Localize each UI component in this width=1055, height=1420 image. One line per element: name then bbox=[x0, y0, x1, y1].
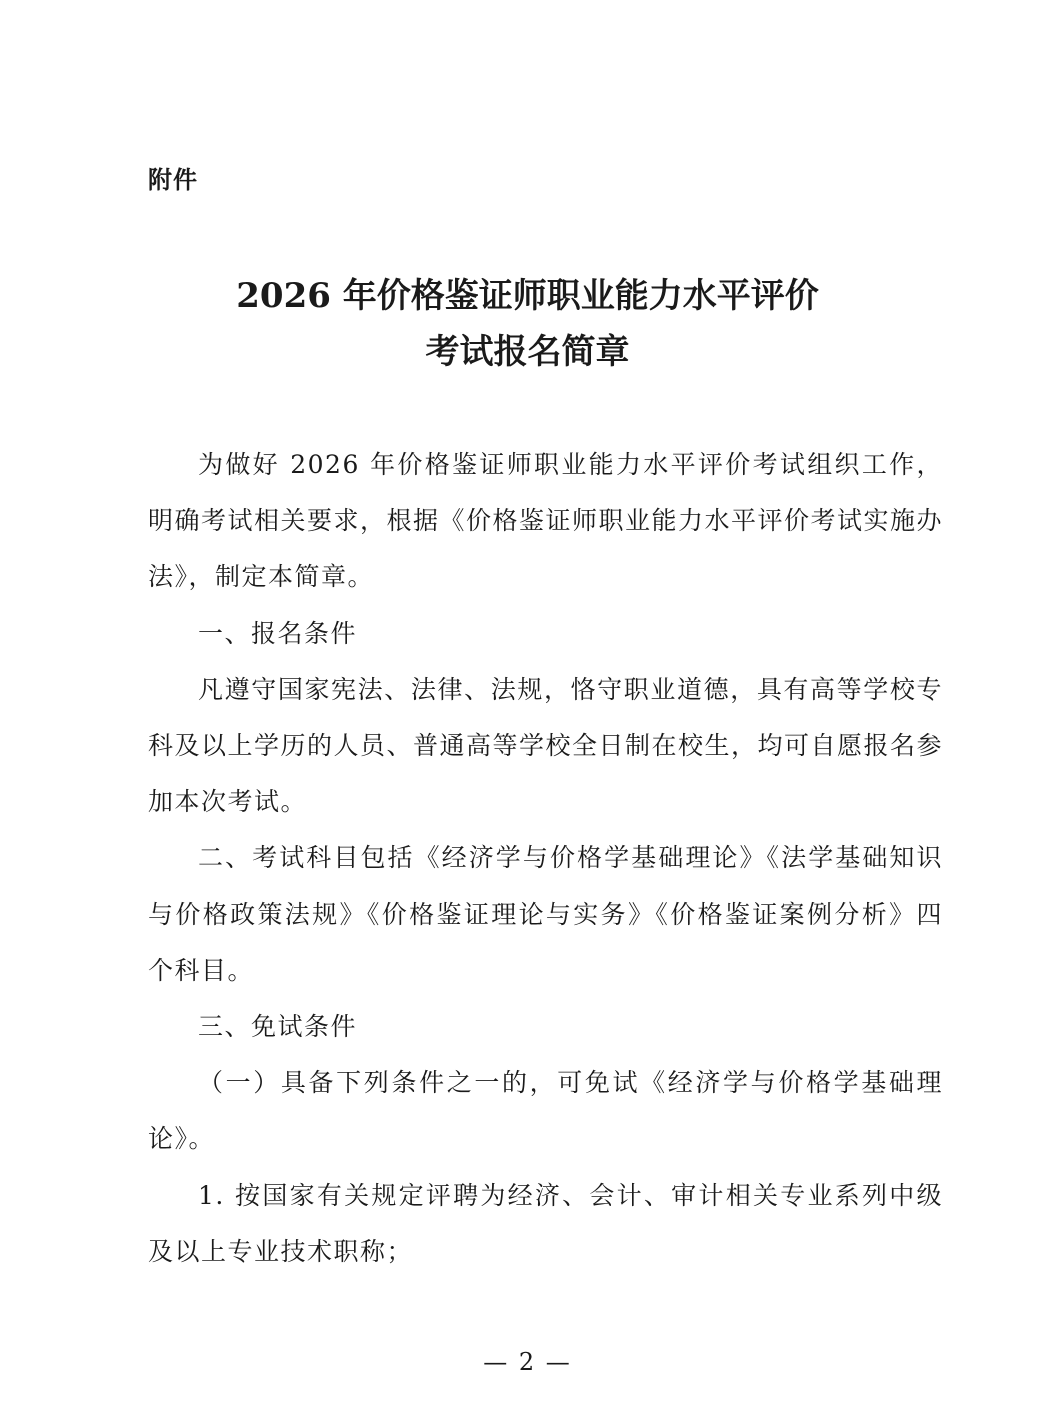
section-heading-registration: 一、报名条件 bbox=[198, 618, 358, 648]
section-heading-exemption: 三、免试条件 bbox=[198, 1012, 358, 1042]
intro-paragraph: 为做好 2026 年价格鉴证师职业能力水平评价考试组织工作，明确考试相关要求，根据《价格鉴证师职业能力水平评价考试实施办法》，制定本简章。 bbox=[148, 450, 944, 592]
exemption-subsection-paragraph: （一）具备下列条件之一的，可免试《经济学与价格学基础理论》。 bbox=[148, 1068, 943, 1154]
title-line-2: 考试报名简章 bbox=[425, 332, 630, 372]
page-number: — 2 — bbox=[483, 1348, 572, 1376]
exemption-item-1: 1. 按国家有关规定评聘为经济、会计、审计相关专业系列中级及以上专业技术职称； bbox=[148, 1180, 943, 1266]
title-line-1: 2026 年价格鉴证师职业能力水平评价 bbox=[236, 276, 819, 316]
registration-conditions-paragraph: 凡遵守国家宪法、法律、法规，恪守职业道德，具有高等学校专科及以上学历的人员、普通高等学校全日制在校生，均可自愿报名参加本次考试。 bbox=[148, 674, 944, 817]
document-body bbox=[148, 437, 943, 1280]
attachment-label: 附件 bbox=[148, 166, 198, 194]
document-title bbox=[0, 268, 1055, 380]
exam-subjects-paragraph: 二、考试科目包括《经济学与价格学基础理论》《法学基础知识与价格政策法规》《价格鉴证理论与实务》《价格鉴证案例分析》四个科目。 bbox=[148, 843, 943, 985]
